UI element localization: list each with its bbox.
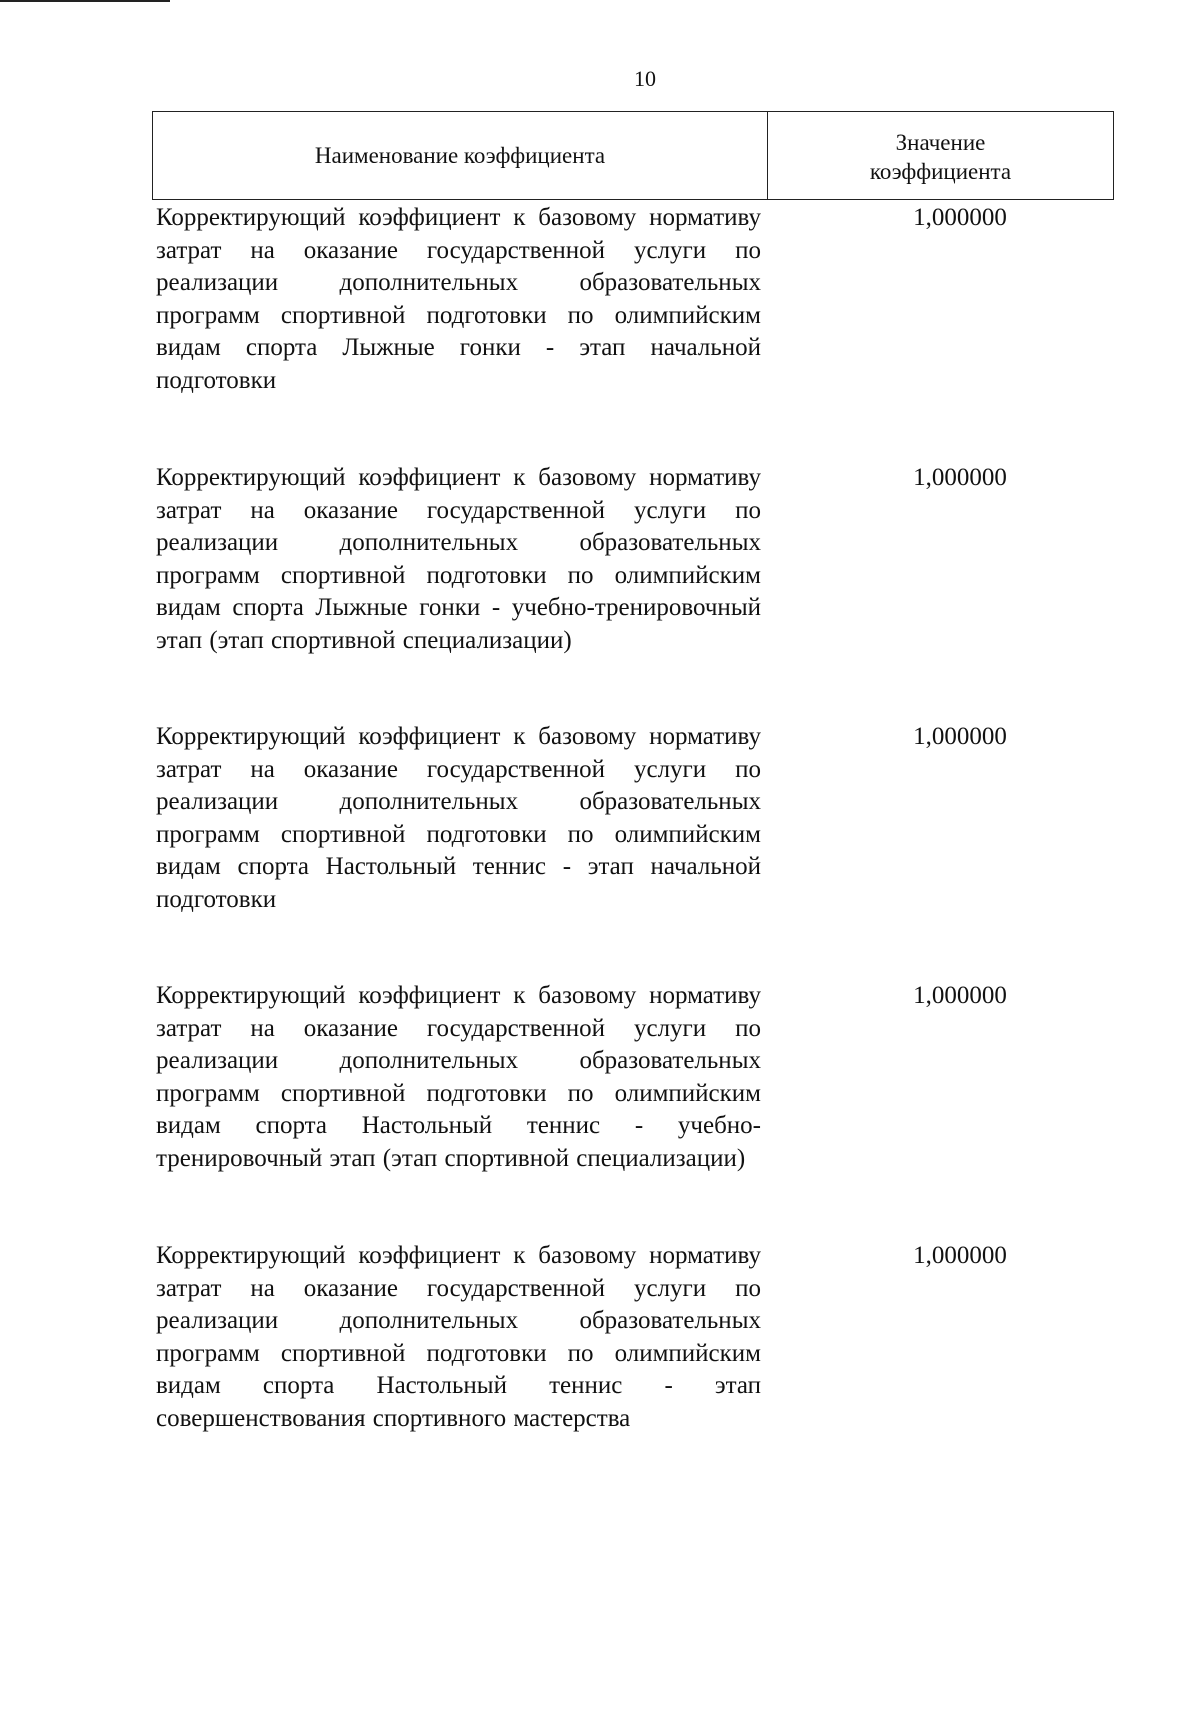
table-header — [152, 111, 1114, 200]
column-header-value-line1: Значение — [895, 129, 986, 155]
coefficient-value: 1,000000 — [913, 982, 1007, 1009]
column-header-value — [768, 112, 1113, 199]
coefficient-value: 1,000000 — [913, 1242, 1007, 1269]
coefficient-value: 1,000000 — [913, 464, 1007, 491]
coefficient-name: Корректирующий коэффициент к базовому нормативу затрат на оказание государственной услуги по реализации дополнительных образовательных программ спортивной подготовки по олимпийским видам спорта Настольный теннис - учебно-тренировочный этап (этап спортивной специализации) — [156, 982, 761, 1172]
coefficient-name: Корректирующий коэффициент к базовому нормативу затрат на оказание государственной услуги по реализации дополнительных образовательных программ спортивной подготовки по олимпийским видам спорта Настольный теннис - этап совершенствования спортивного мастерства — [156, 1242, 761, 1432]
coefficient-name: Корректирующий коэффициент к базовому нормативу затрат на оказание государственной услуги по реализации дополнительных образовательных программ спортивной подготовки по олимпийским видам спорта Лыжные гонки - учебно-тренировочный этап (этап спортивной специализации) — [156, 464, 761, 654]
page-number: 10 — [634, 66, 656, 91]
coefficient-value: 1,000000 — [913, 204, 1007, 231]
coefficient-name: Корректирующий коэффициент к базовому нормативу затрат на оказание государственной услуги по реализации дополнительных образовательных программ спортивной подготовки по олимпийским видам спорта Лыжные гонки - этап начальной подготовки — [156, 204, 761, 394]
coefficient-value: 1,000000 — [913, 723, 1007, 750]
coefficient-name: Корректирующий коэффициент к базовому нормативу затрат на оказание государственной услуги по реализации дополнительных образовательных программ спортивной подготовки по олимпийским видам спорта Настольный теннис - этап начальной подготовки — [156, 723, 761, 913]
scan-edge-mark — [0, 0, 170, 2]
column-header-value-line2: коэффициента — [869, 158, 1012, 184]
column-header-name: Наименование коэффициента — [153, 112, 768, 199]
